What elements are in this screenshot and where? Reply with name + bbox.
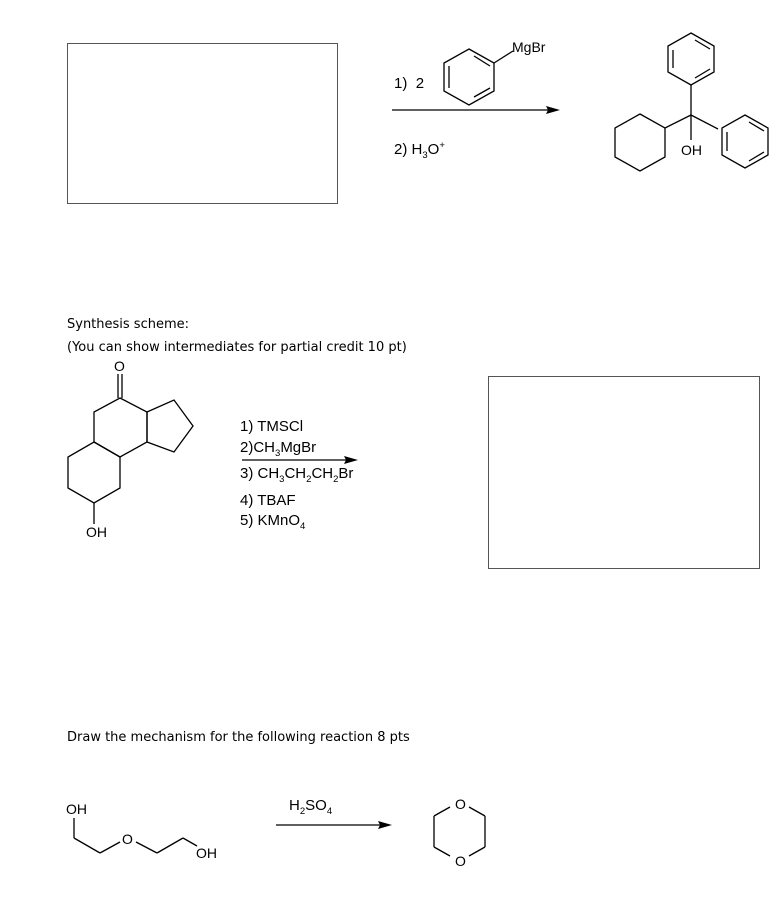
- dioxane-o-top-label: O: [455, 796, 466, 812]
- mechanism-reagent: $H_2SO_4$: [289, 797, 333, 817]
- dioxane-o-bottom-label: O: [455, 853, 466, 869]
- reaction-arrow-1: [392, 106, 560, 114]
- synthesis-heading: Synthesis scheme:: [67, 317, 190, 332]
- synthesis-subheading: (You can show intermediates for partial credit 10 pt): [67, 340, 407, 355]
- phenyl-grignard-ring: [444, 49, 513, 105]
- dioxane-ring: [434, 807, 485, 856]
- grignard-mgbr-label: MgBr: [512, 39, 546, 55]
- synthesis-reagent-list: [240, 417, 353, 538]
- q1-step1-num: 1): [394, 75, 408, 92]
- substrate-oh-label: OH: [86, 524, 107, 540]
- q1-step2: 2) $H_3O^+$: [394, 140, 445, 161]
- synthesis-step-2: $2)CH_3MgBr$: [240, 438, 317, 459]
- reactant-oh-right-label: OH: [196, 845, 217, 861]
- product-oh-label: OH: [681, 142, 702, 158]
- q1-step1-equiv: 2: [415, 75, 425, 92]
- synthesis-step-3: 3) $CH_3CH_2CH_2Br$: [240, 465, 354, 485]
- mechanism-heading: Draw the mechanism for the following reaction 8 pts: [67, 730, 410, 745]
- q1-step1: [394, 74, 424, 95]
- synthesis-step-1: 1) TMSCl: [240, 418, 304, 435]
- synthesis-substrate: [68, 374, 193, 524]
- reactant-ether-o-label: O: [122, 831, 133, 847]
- reactant-oh-left-label: OH: [66, 801, 87, 817]
- synthesis-step-4: 4) TBAF: [240, 491, 296, 509]
- synthesis-step-5: 5) KMnO$_4$: [240, 512, 306, 532]
- carbonyl-o-label: O: [114, 358, 125, 374]
- diethylene-glycol-skeleton: [74, 818, 197, 853]
